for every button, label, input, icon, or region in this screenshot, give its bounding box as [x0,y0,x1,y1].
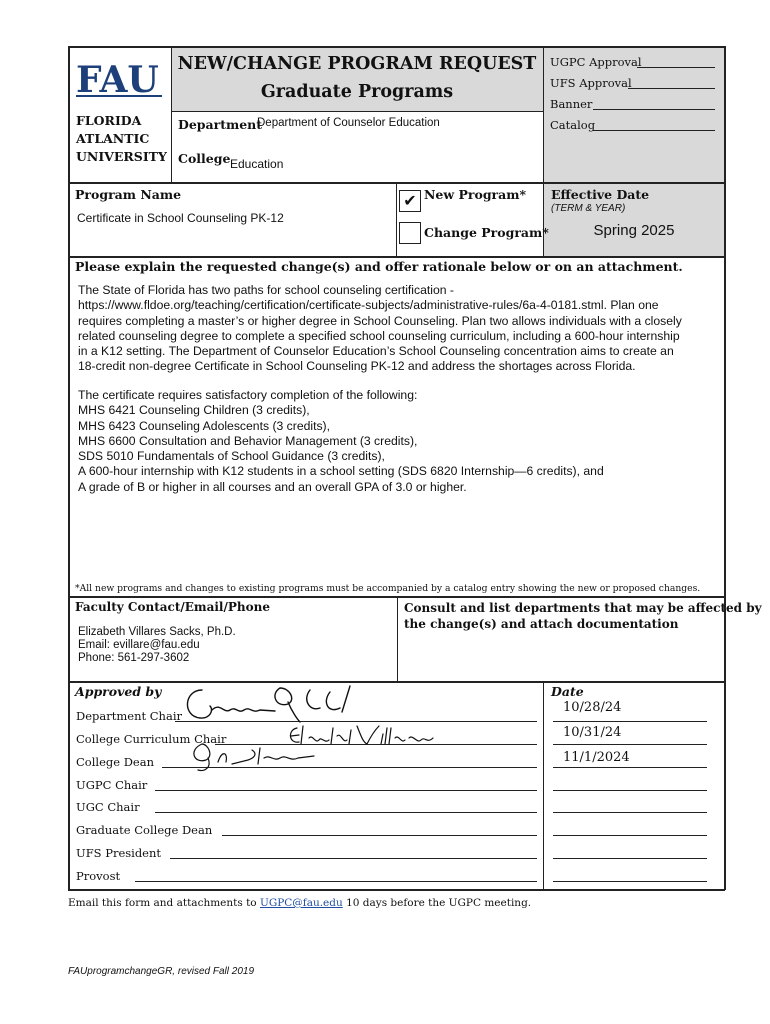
signature-line[interactable] [155,790,537,791]
checkmark-icon: ✔ [403,191,417,210]
college-dean-label: College Dean [76,755,154,769]
university-line-2: ATLANTIC [76,131,150,146]
email-instructions-suffix: 10 days before the UGPC meeting. [342,897,532,909]
curriculum-chair-date[interactable]: 10/31/24 [563,725,622,740]
contact-email: Email: evillare@fau.edu [78,639,200,651]
date-line[interactable] [553,744,707,745]
email-instructions-prefix: Email this form and attachments to [68,897,260,909]
department-chair-label: Department Chair [76,709,182,723]
department-label: Department [178,117,263,132]
effective-date-value[interactable]: Spring 2025 [593,222,675,239]
form-title: NEW/CHANGE PROGRAM REQUEST [177,54,537,74]
requirement-line: SDS 5010 Fundamentals of School Guidance (3 credits), [78,449,385,464]
fau-logo [76,58,164,100]
faculty-contact-label: Faculty Contact/Email/Phone [75,600,270,614]
requirement-line: A grade of B or higher in all courses and an overall GPA of 3.0 or higher. [78,479,467,494]
signature-line[interactable] [170,858,537,859]
ufs-approval-label: UFS Approval [550,76,632,90]
contact-phone: Phone: 561-297-3602 [78,652,190,664]
rationale-line: related counseling degree to complete a specified school counseling curriculum, including a 600-hour internship [78,328,680,343]
requirement-line: MHS 6421 Counseling Children (3 credits), [78,403,310,418]
banner-label: Banner [550,97,593,111]
faculty-contact-value[interactable] [78,626,236,665]
new-program-label: New Program* [424,187,527,202]
requirement-line: MHS 6423 Counseling Adolescents (3 credits), [78,418,331,433]
signature-line[interactable] [222,835,537,836]
consult-label [404,600,762,632]
rationale-paragraph-2[interactable] [78,388,604,495]
department-chair-signature [180,680,370,726]
effective-date-hint: (TERM & YEAR) [551,203,626,214]
catalog-footnote: *All new programs and changes to existing programs must be accompanied by a catalog entry showing the new or proposed changes. [75,583,701,594]
requirement-line: MHS 6600 Consultation and Behavior Management (3 credits), [78,433,418,448]
college-curriculum-chair-label: College Curriculum Chair [76,732,227,746]
university-name [76,112,167,166]
provost-label: Provost [76,869,121,883]
rationale-line: requires completing a master’s or higher degree in School Counseling. Plan two allows individuals with a closely [78,313,682,328]
signature-line[interactable] [155,812,537,813]
university-line-1: FLORIDA [76,113,142,128]
date-line[interactable] [553,790,707,791]
rationale-line: The State of Florida has two paths for school counseling certification - [78,283,454,297]
form-subtitle: Graduate Programs [260,82,454,102]
date-line[interactable] [553,812,707,813]
change-program-checkbox[interactable] [399,222,421,244]
consult-label-line-2: the change(s) and attach documentation [404,617,679,631]
ugpc-email-link[interactable]: UGPC@fau.edu [259,897,343,909]
rationale-line: 18-credit non-degree Certificate in School Counseling PK-12 and address the shortages across Florida. [78,359,636,374]
logo-text: FAU [76,59,159,100]
ugpc-chair-label: UGPC Chair [76,778,148,792]
college-dean-date[interactable]: 11/1/2024 [563,750,630,765]
requirement-line: The certificate requires satisfactory completion of the following: [78,388,418,402]
date-line[interactable] [553,767,707,768]
date-line[interactable] [553,835,707,836]
revision-note: FAUprogramchangeGR, revised Fall 2019 [68,966,255,977]
program-name-value[interactable]: Certificate in School Counseling PK-12 [77,211,284,225]
college-dean-signature [188,740,328,774]
date-heading: Date [551,684,584,699]
new-program-checkbox[interactable] [399,190,421,212]
college-label: College [178,151,231,166]
date-line[interactable] [553,858,707,859]
rationale-line: https://www.fldoe.org/teaching/certification/certificate-subjects/administrative-rules/6a-4-0181.stml. Plan one [78,298,659,313]
department-value[interactable]: Department of Counselor Education [257,117,440,129]
rationale-line: in a K12 setting. The Department of Counselor Education’s School Counseling concentration aims to create an [78,344,674,359]
ugpc-approval-label: UGPC Approval [550,55,642,69]
effective-date-label: Effective Date [551,187,650,202]
ufs-president-label: UFS President [76,846,162,860]
contact-name: Elizabeth Villares Sacks, Ph.D. [78,626,236,638]
date-line[interactable] [553,881,707,882]
college-value[interactable]: Education [230,157,284,171]
change-program-label: Change Program* [424,225,549,240]
fau-logo-graphic [76,58,164,100]
rationale-paragraph-1[interactable] [78,283,682,375]
email-instructions [68,897,531,909]
graduate-college-dean-label: Graduate College Dean [76,823,213,837]
department-chair-date[interactable]: 10/28/24 [563,700,622,715]
rationale-heading: Please explain the requested change(s) and offer rationale below or on an attachment. [75,259,683,274]
approved-by-heading: Approved by [75,684,162,699]
signature-line[interactable] [135,881,537,882]
requirement-line: A 600-hour internship with K12 students in a school setting (SDS 6820 Internship—6 credits), and [78,464,604,479]
program-name-label: Program Name [75,187,182,202]
consult-label-line-1: Consult and list departments that may be affected by [404,601,762,615]
date-line[interactable] [553,721,707,722]
catalog-label: Catalog [550,118,596,132]
university-line-3: UNIVERSITY [76,149,167,164]
ugc-chair-label: UGC Chair [76,800,140,814]
